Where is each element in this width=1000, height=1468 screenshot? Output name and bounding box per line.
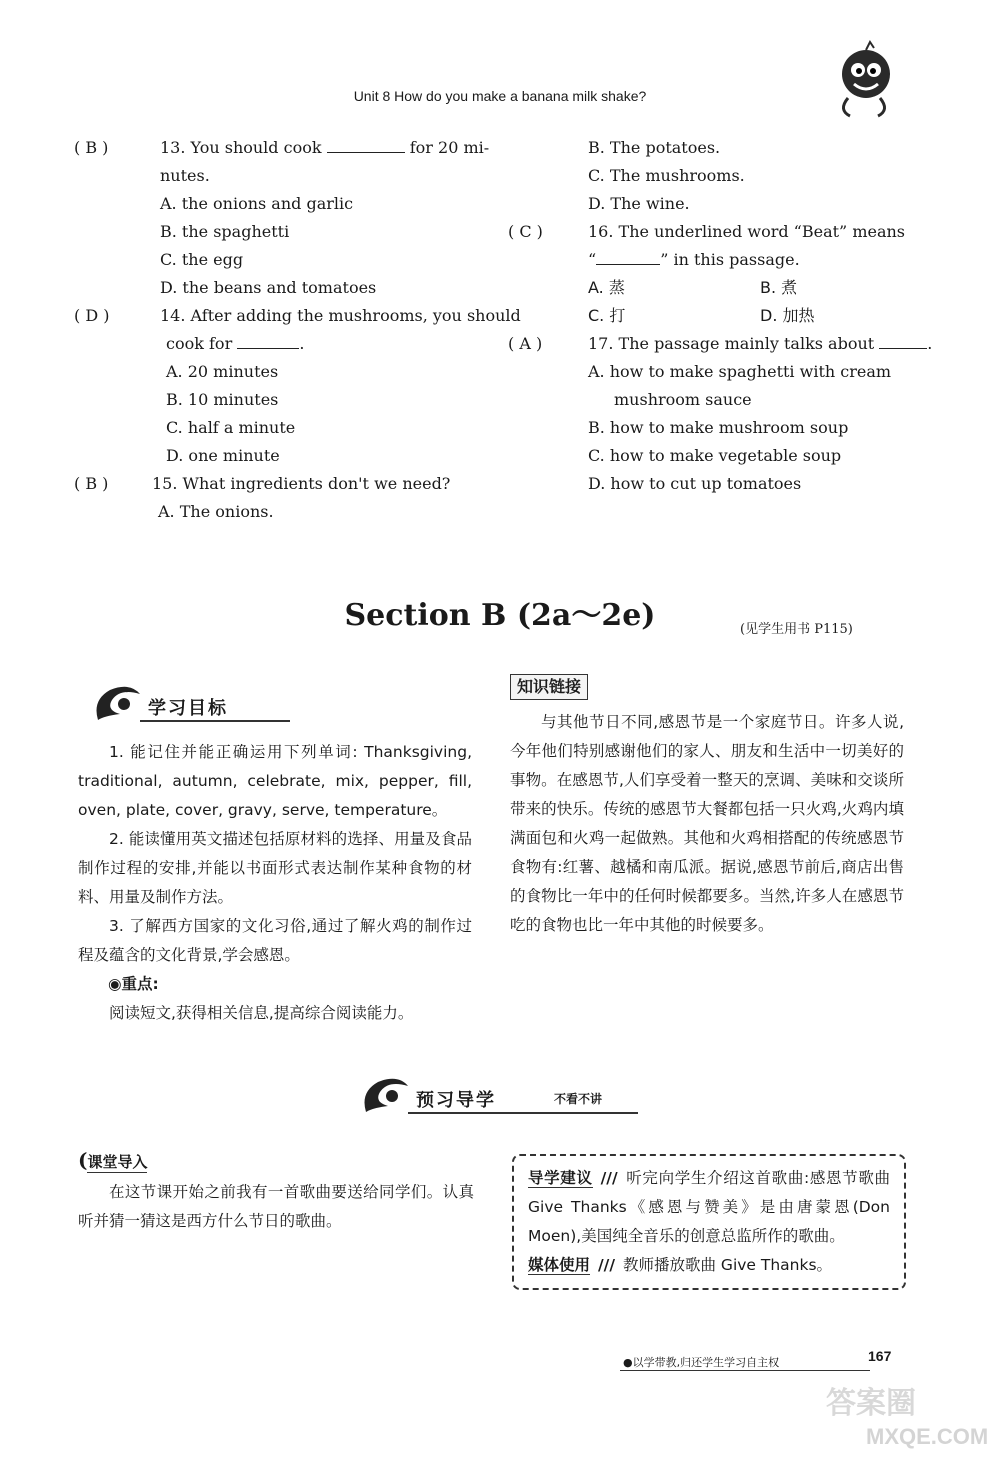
knowledge-link	[510, 708, 904, 940]
teaching-advice-box: 导学建议 /// 听完向学生介绍这首歌曲:感恩节歌曲 Give Thanks《感恩与赞美》是由唐蒙恩(Don Moen),美国纯全音乐的创意总监所作的歌曲。 媒体使用 /// 教师播放歌曲 Give Thanks。	[512, 1154, 906, 1290]
answer-14: ( D )	[74, 306, 110, 325]
question-16: ( C ) 16. The underlined word “Beat” means	[508, 218, 908, 246]
option: B. 煮	[760, 278, 798, 297]
watermark-logo: 答案圈	[826, 1386, 916, 1421]
class-intro-label: 课堂导入	[87, 1153, 148, 1171]
knowledge-text: 与其他节日不同,感恩节是一个家庭节日。许多人说,今年他们特别感谢他们的家人、朋友和生活中一切美好的事物。在感恩节,人们享受着一整天的烹调、美味和交谈所带来的快乐。传统的感恩节大餐都包括一只火鸡,火鸡内填满面包和火鸡一起做熟。其他和火鸡相搭配的传统感恩节食物有:红薯、越橘和南瓜派。据说,感恩节前后,商店出售的食物比一年中的任何时候都要多。当然,许多人在感恩节吃的食物也比一年中其他的时候要多。	[510, 713, 904, 934]
answer-16: ( C )	[508, 222, 543, 241]
focus-label: ◉重点:	[108, 975, 159, 993]
option: B. The potatoes.	[588, 138, 721, 157]
preview-banner: 预习导学 不看不讲	[358, 1072, 638, 1118]
goal-item: 1. 能记住并能正确运用下列单词: Thanksgiving, traditional, autumn, celebrate, mix, pepper, fill, oven, plate, cover, gravy, serve, temperature。	[78, 743, 472, 819]
bracket-icon: (	[78, 1148, 88, 1172]
blank	[596, 246, 660, 265]
watermark-url: MXQE.COM	[866, 1424, 989, 1449]
goal-item: 2. 能读懂用英文描述包括原材料的选择、用量及食品制作过程的安排,并能以书面形式表达制作某种食物的材料、用量及制作方法。	[78, 830, 472, 906]
option: A. how to make spaghetti with cream	[588, 362, 892, 381]
focus-text: 阅读短文,获得相关信息,提高综合阅读能力。	[109, 1004, 414, 1022]
advice-label: 导学建议	[528, 1169, 593, 1187]
footer-rule	[620, 1370, 870, 1371]
question-17: ( A ) 17. The passage mainly talks about .	[508, 330, 908, 358]
option: B. how to make mushroom soup	[588, 418, 849, 437]
page-number: 167	[868, 1348, 892, 1364]
section-title: Section B (2a～2e)	[344, 598, 656, 633]
media-text: 教师播放歌曲 Give Thanks。	[623, 1256, 833, 1274]
page-header-title: Unit 8 How do you make a banana milk shake?	[353, 88, 647, 104]
option: D. The wine.	[588, 194, 690, 213]
option: B. the spaghetti	[160, 222, 290, 241]
footer-slogan: ●以学带教,归还学生学习自主权	[623, 1356, 780, 1369]
option: A. the onions and garlic	[160, 194, 354, 213]
option: mushroom sauce	[614, 390, 752, 409]
option: A. 20 minutes	[166, 362, 279, 381]
class-intro-label-wrap	[78, 1148, 147, 1172]
knowledge-link-label-wrap	[510, 674, 588, 700]
left-question-column: ( B ) 13. You should cook for 20 mi- nutes. A. the onions and garlic B. the spaghetti C. the egg D. the beans and tomatoes ( D ) 14. After adding the mushrooms, you should cook for . A. 20 minutes B. 10 minutes C. half a minute D. one minute ( B ) 15. What ingredients don't we need? A. The onions.	[74, 134, 474, 526]
question-14: ( D ) 14. After adding the mushrooms, you should	[74, 302, 474, 330]
right-question-column: B. The potatoes. C. The mushrooms. D. The wine. ( C ) 16. The underlined word “Beat” means “ ” in this passage. A. 蒸 B. 煮 C. 打 D. 加热 ( A ) 17. The passage mainly talks about . A. how to make spaghetti with cream mushroom sauce B. how to make mushroom soup C. how to make vegetable soup D. how to cut up tomatoes	[508, 134, 908, 498]
advice-text: 听完向学生介绍这首歌曲:感恩节歌曲 Give Thanks《感恩与赞美》是由唐蒙恩(Don Moen),美国纯全音乐的创意总监所作的歌曲。	[528, 1169, 890, 1245]
class-intro	[78, 1178, 474, 1236]
learning-goals-banner: 学习目标	[90, 680, 290, 726]
answer-17: ( A )	[508, 334, 543, 353]
option: A. The onions.	[158, 502, 274, 521]
preview-subtitle: 不看不讲	[554, 1092, 603, 1106]
option: B. 10 minutes	[166, 390, 279, 409]
class-intro-text: 在这节课开始之前我有一首歌曲要送给同学们。认真听并猜一猜这是西方什么节日的歌曲。	[78, 1183, 474, 1230]
banner-underline	[140, 720, 290, 722]
media-label: 媒体使用	[528, 1256, 591, 1274]
banner-underline	[408, 1112, 638, 1114]
option: C. how to make vegetable soup	[588, 446, 842, 465]
option: D. one minute	[166, 446, 280, 465]
option: C. 打	[588, 306, 626, 325]
answer-15: ( B )	[74, 474, 109, 493]
knowledge-link-label: 知识链接	[510, 674, 588, 700]
option: D. 加热	[760, 306, 815, 325]
blank	[237, 330, 299, 349]
section-reference: (见学生用书 P115)	[740, 622, 853, 637]
option: C. The mushrooms.	[588, 166, 745, 185]
blank	[327, 134, 405, 153]
blank	[879, 330, 927, 349]
learning-goals	[78, 738, 472, 1028]
question-15: ( B ) 15. What ingredients don't we need?	[74, 470, 474, 498]
goal-item: 3. 了解西方国家的文化习俗,通过了解火鸡的制作过程及蕴含的文化背景,学会感恩。	[78, 917, 472, 964]
option: C. half a minute	[166, 418, 296, 437]
answer-13: ( B )	[74, 138, 109, 157]
mascot-icon	[828, 40, 898, 120]
option: D. the beans and tomatoes	[160, 278, 377, 297]
option: C. the egg	[160, 250, 244, 269]
question-13: ( B ) 13. You should cook for 20 mi-	[74, 134, 474, 162]
option: D. how to cut up tomatoes	[588, 474, 802, 493]
option: A. 蒸	[588, 278, 625, 297]
